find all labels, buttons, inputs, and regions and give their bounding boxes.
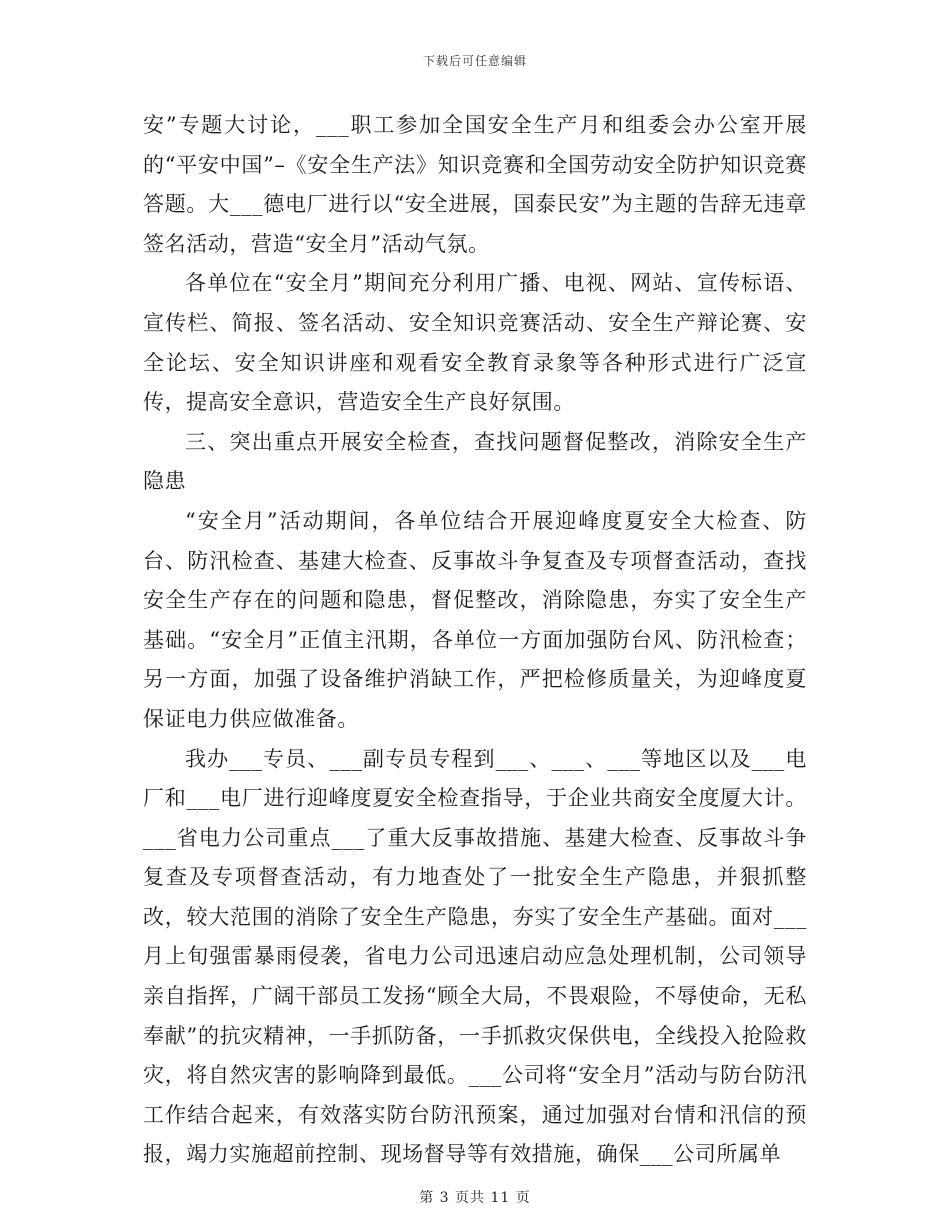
- paragraph-activities-intro: 安”专题大讨论，___职工参加全国安全生产月和组委会办公室开展的“平安中国”–《安全生产法》知识竞赛和全国劳动安全防护知识竞赛答题。大___德电厂进行以“安全进展，国泰民安”为主题的告辞无违章签名活动，营造“安全月”活动气氛。: [143, 113, 807, 256]
- paragraph-office-inspection: 我办___专员、___副专员专程到___、___、___等地区以及___电厂和___电厂进行迎峰度夏安全检查指导，于企业共商安全度厦大计。___省电力公司重点___了重大反事故措施、基建大检查、反事故斗争复查及专项督查活动，有力地查处了一批安全生产隐患，并狠抓整改，较大范围的消除了安全生产隐患，夯实了安全生产基础。面对___月上旬强雷暴雨侵袭，省电力公司迅速启动应急处理机制，公司领导亲自指挥，广阔干部员工发扬“顾全大局，不畏艰险，不辱使命，无私奉献”的抗灾精神，一手抓防备，一手抓救灾保供电，全线投入抢险救灾，将自然灾害的影响降到最低。___公司将“安全月”活动与防台防汛工作结合起来，有效落实防台防汛预案，通过加强对台情和汛信的预报，竭力实施超前控制、现场督导等有效措施，确保___公司所属单: [143, 746, 807, 1167]
- paragraph-publicity: 各单位在“安全月”期间充分利用广播、电视、网站、宣传标语、宣传栏、简报、签名活动、安全知识竞赛活动、安全生产辩论赛、安全论坛、安全知识讲座和观看安全教育录象等各种形式进行广泛宣传，提高安全意识，营造安全生产良好氛围。: [143, 271, 807, 415]
- paragraph-inspection-activities: “安全月”活动期间，各单位结合开展迎峰度夏安全大检查、防台、防汛检查、基建大检查、反事故斗争复查及专项督查活动，查找安全生产存在的问题和隐患，督促整改，消除隐患，夯实了安全生产基础。“安全月”正值主汛期，各单位一方面加强防台风、防汛检查；另一方面，加强了设备维护消缺工作，严把检修质量关，为迎峰度夏保证电力供应做准备。: [143, 508, 807, 731]
- document-body: [143, 106, 807, 1175]
- section-heading-safety-inspection: 三、突出重点开展安全检查，查找问题督促整改，消除安全生产隐患: [143, 429, 807, 494]
- page-number-footer: 第 3 页共 11 页: [419, 1190, 531, 1206]
- page-header: 下载后可任意编辑: [422, 54, 527, 68]
